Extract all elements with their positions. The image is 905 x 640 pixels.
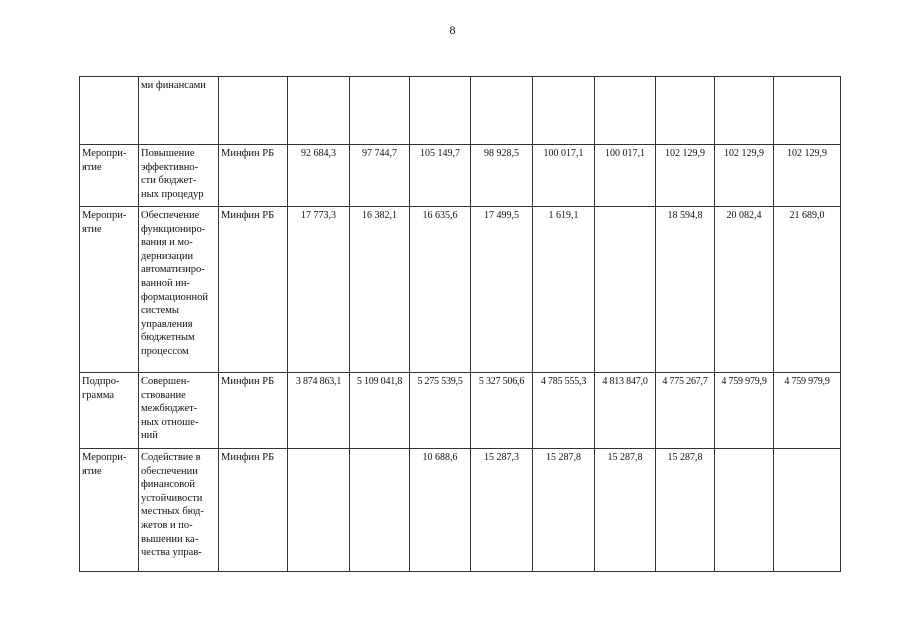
- row-name: [139, 373, 219, 449]
- value-cell: 15 287,8: [595, 449, 656, 572]
- value-cell: 20 082,4: [715, 207, 774, 373]
- row-name-line: Обеспечение: [141, 210, 200, 221]
- value-cell: [471, 77, 533, 145]
- value-cell: 17 773,3: [288, 207, 350, 373]
- row-name-line: автоматизиро-: [141, 264, 205, 276]
- row-name-line: ных процедур: [141, 188, 204, 200]
- budget-table: [79, 76, 841, 572]
- value-cell: 4 775 267,7: [656, 373, 715, 449]
- row-executor: Минфин РБ: [219, 373, 288, 449]
- row-name-line: ных отноше-: [141, 416, 199, 428]
- row-kind-line: Меропри-: [82, 210, 127, 221]
- row-name-line: сти бюджет-: [141, 175, 197, 187]
- row-kind-line: ятие: [82, 465, 102, 477]
- row-name-line: местных бюд-: [141, 506, 204, 518]
- value-cell: 17 499,5: [471, 207, 533, 373]
- value-cell: [410, 77, 471, 145]
- value-cell: [288, 449, 350, 572]
- row-name-line: ванной ин-: [141, 277, 190, 289]
- row-kind: [80, 77, 139, 145]
- row-name-line: бюджетным: [141, 332, 195, 344]
- row-name-line: управления: [141, 318, 193, 330]
- value-cell: 15 287,3: [471, 449, 533, 572]
- row-name-line: формационной: [141, 291, 208, 303]
- row-name-line: эффективно-: [141, 161, 199, 173]
- row-kind-line: Меропри-: [82, 148, 127, 159]
- row-kind: [80, 373, 139, 449]
- value-cell: 5 327 506,6: [471, 373, 533, 449]
- row-name-line: чества управ-: [141, 547, 202, 559]
- row-name-line: вания и мо-: [141, 237, 193, 249]
- row-name-line: ствование: [141, 389, 186, 401]
- value-cell: 97 744,7: [350, 145, 410, 207]
- value-cell: 105 149,7: [410, 145, 471, 207]
- value-cell: 5 275 539,5: [410, 373, 471, 449]
- value-cell: 4 813 847,0: [595, 373, 656, 449]
- row-kind-line: грамма: [82, 389, 115, 401]
- row-name-line: дернизации: [141, 250, 194, 262]
- table-row: [80, 373, 841, 449]
- row-name-line: системы: [141, 305, 179, 317]
- row-name-line: процессом: [141, 345, 189, 357]
- value-cell: [350, 77, 410, 145]
- row-name-line: ний: [141, 430, 158, 442]
- value-cell: [715, 77, 774, 145]
- value-cell: 5 109 041,8: [350, 373, 410, 449]
- row-name-line: устойчивости: [141, 492, 203, 504]
- value-cell: [774, 77, 841, 145]
- row-name-line: Повышение: [141, 148, 195, 159]
- page-number: 8: [449, 23, 456, 37]
- row-name-line: жетов и по-: [141, 519, 193, 531]
- row-kind-line: ятие: [82, 223, 102, 235]
- row-name-line: межбюджет-: [141, 403, 198, 415]
- table-row: [80, 449, 841, 572]
- value-cell: 92 684,3: [288, 145, 350, 207]
- value-cell: [715, 449, 774, 572]
- value-cell: 1 619,1: [533, 207, 595, 373]
- value-cell: 102 129,9: [774, 145, 841, 207]
- row-name: [139, 449, 219, 572]
- value-cell: [350, 449, 410, 572]
- table-row: [80, 77, 841, 145]
- value-cell: 18 594,8: [656, 207, 715, 373]
- value-cell: 100 017,1: [595, 145, 656, 207]
- row-name-line: функциониро-: [141, 223, 206, 235]
- row-executor: [219, 77, 288, 145]
- value-cell: [774, 449, 841, 572]
- row-name-line: Совершен-: [141, 376, 190, 387]
- table-body: [80, 77, 841, 572]
- value-cell: 98 928,5: [471, 145, 533, 207]
- row-executor: Минфин РБ: [219, 449, 288, 572]
- row-name-line: ми финансами: [141, 80, 206, 91]
- row-kind-line: Подпро-: [82, 376, 120, 387]
- value-cell: [595, 77, 656, 145]
- value-cell: 4 759 979,9: [715, 373, 774, 449]
- value-cell: 15 287,8: [656, 449, 715, 572]
- value-cell: 3 874 863,1: [288, 373, 350, 449]
- row-name-line: вышении ка-: [141, 533, 199, 545]
- value-cell: 4 785 555,3: [533, 373, 595, 449]
- row-kind: [80, 145, 139, 207]
- row-kind-line: Меропри-: [82, 452, 127, 463]
- value-cell: 4 759 979,9: [774, 373, 841, 449]
- row-kind: [80, 207, 139, 373]
- row-executor: Минфин РБ: [219, 207, 288, 373]
- row-executor: Минфин РБ: [219, 145, 288, 207]
- value-cell: 102 129,9: [715, 145, 774, 207]
- row-name-line: обеспечении: [141, 465, 198, 477]
- row-kind: [80, 449, 139, 572]
- row-name-line: Содействие в: [141, 452, 201, 463]
- value-cell: 10 688,6: [410, 449, 471, 572]
- value-cell: 100 017,1: [533, 145, 595, 207]
- table-row: [80, 207, 841, 373]
- value-cell: 102 129,9: [656, 145, 715, 207]
- value-cell: [595, 207, 656, 373]
- value-cell: 16 382,1: [350, 207, 410, 373]
- row-kind-line: ятие: [82, 161, 102, 173]
- row-name: [139, 145, 219, 207]
- row-name: [139, 77, 219, 145]
- value-cell: 15 287,8: [533, 449, 595, 572]
- row-name: [139, 207, 219, 373]
- row-name-line: финансовой: [141, 479, 195, 491]
- value-cell: 16 635,6: [410, 207, 471, 373]
- table-row: [80, 145, 841, 207]
- value-cell: [656, 77, 715, 145]
- value-cell: [533, 77, 595, 145]
- value-cell: [288, 77, 350, 145]
- value-cell: 21 689,0: [774, 207, 841, 373]
